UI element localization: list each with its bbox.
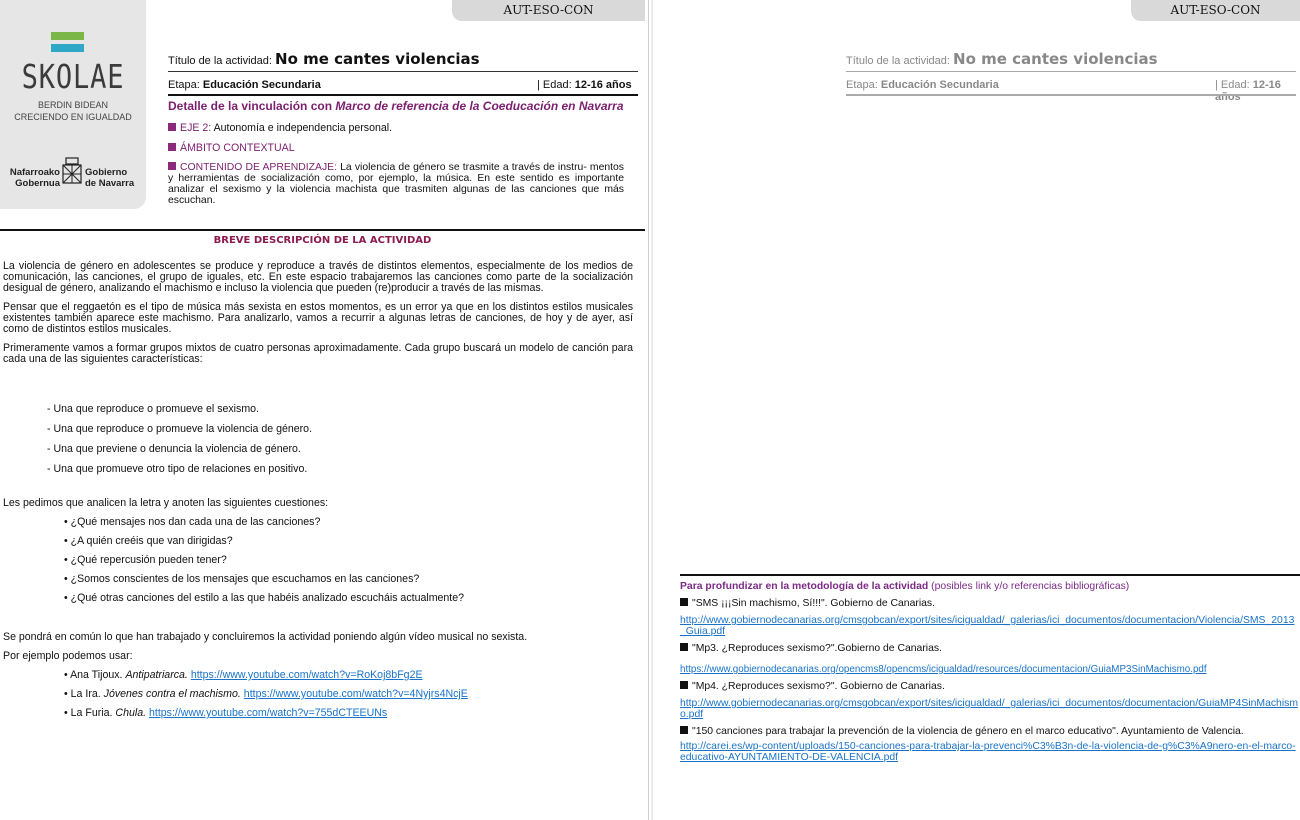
section-title: BREVE DESCRIPCIÓN DE LA ACTIVIDAD xyxy=(213,235,432,246)
eje-label: EJE 2: xyxy=(180,122,212,134)
list-item xyxy=(64,670,634,681)
age-label: | Edad: xyxy=(537,79,572,91)
video-link[interactable]: https://www.youtube.com/watch?v=755dCTEEUNs xyxy=(149,707,388,719)
refs-title: Para profundizar en la metodología de la actividad xyxy=(680,581,929,592)
list-item xyxy=(64,708,634,719)
reference-item xyxy=(680,681,1298,720)
page-divider-shadow xyxy=(651,0,653,820)
reference-link[interactable]: https://www.gobiernodecanarias.org/opencms8/opencms/icigualdad/resources/documentacion/GuiaMP3SinMachismo.pdf xyxy=(680,664,1207,675)
stage-label: Etapa: xyxy=(168,79,200,91)
stage-row xyxy=(846,79,999,91)
video-artist: • La Furia. xyxy=(64,707,113,719)
ambito-label: ÁMBITO CONTEXTUAL xyxy=(180,142,295,154)
list-item: • ¿A quién creéis que van dirigidas? xyxy=(64,535,233,547)
framework-link-heading xyxy=(168,99,624,113)
navarra-shield-icon xyxy=(60,157,84,187)
reference-title: "150 canciones para trabajar la prevención de la violencia de género en el marco educativo". Ayuntamiento de Valencia. xyxy=(692,726,1244,737)
activity-title: No me cantes violencias xyxy=(275,50,480,68)
activity-title-row xyxy=(168,50,480,68)
activity-title: No me cantes violencias xyxy=(953,50,1158,68)
paragraph: Se pondrá en común lo que han trabajado y concluiremos la actividad poniendo algún vídeo musical no sexista. xyxy=(3,631,528,643)
paragraph: Pensar que el reggaetón es el tipo de música más sexista en estos momentos, es un error ya que en los distintos estilos musicales existentes también aparece este machismo. Para analizarlo, vamos a recurrir a algunas letras de canciones, de hoy y de ayer, así como de distintos estilos musicales. xyxy=(3,301,633,335)
list-item: • ¿Qué repercusión pueden tener? xyxy=(64,554,227,566)
logo-subtitle-1: BERDIN BIDEAN xyxy=(37,100,108,110)
list-item: • ¿Qué otras canciones del estilo a las que habéis analizado escucháis actualmente? xyxy=(64,592,465,604)
bullet-square-icon xyxy=(168,162,176,170)
characteristics-list xyxy=(47,404,607,484)
framework-name: Marco de referencia de la Coeducación en Navarra xyxy=(335,99,624,113)
references-heading xyxy=(680,581,1298,592)
logo-green-bar xyxy=(51,32,84,40)
reference-link[interactable]: http://carei.es/wp-content/uploads/150-canciones-para-trabajar-la-prevenci%C3%B3n-de-la-violencia-de-g%C3%A9nero-en-el-marco-educativo-AYUNTAMIENTO-DE-VALENCIA.pdf xyxy=(680,741,1296,763)
bullet-square-icon xyxy=(680,643,688,651)
age-label: | Edad: xyxy=(1215,79,1250,91)
reference-title: "Mp4. ¿Reproduces sexismo?". Gobierno de Canarias. xyxy=(692,681,945,692)
paragraph: Primeramente vamos a formar grupos mixtos de cuatro personas aproximadamente. Cada grupo buscará un modelo de canción para cada una de las siguientes características: xyxy=(3,342,633,365)
video-song: Antipatriarca. xyxy=(125,669,188,681)
title-label: Título de la actividad: xyxy=(846,55,950,67)
eje-row xyxy=(168,122,392,134)
video-artist: • Ana Tijoux. xyxy=(64,669,123,681)
list-item: - Una que reproduce o promueve el sexismo. xyxy=(47,403,259,415)
stage-value: Educación Secundaria xyxy=(880,79,999,91)
refs-rule xyxy=(680,574,1300,576)
list-item: - Una que reproduce o promueve la violencia de género. xyxy=(47,423,313,435)
reference-title: "SMS ¡¡¡Sin machismo, Sí!!!". Gobierno de Canarias. xyxy=(692,598,935,609)
section-rule xyxy=(0,229,645,231)
bullet-square-icon xyxy=(168,143,176,151)
title-rule xyxy=(846,71,1296,72)
reference-title: "Mp3. ¿Reproduces sexismo?".Gobierno de Canarias. xyxy=(692,643,942,654)
bullet-square-icon xyxy=(680,681,688,689)
ambito-row xyxy=(168,142,295,154)
video-song: Jóvenes contra el machismo. xyxy=(103,688,241,700)
video-link[interactable]: https://www.youtube.com/watch?v=4Nyjrs4NcjE xyxy=(243,688,468,700)
stage-rule xyxy=(168,94,638,96)
bullet-square-icon xyxy=(168,123,176,131)
reference-item xyxy=(680,643,1298,675)
age-value: 12-16 años xyxy=(574,79,632,91)
bullet-square-icon xyxy=(680,726,688,734)
activity-title-row xyxy=(846,50,1158,68)
reference-item xyxy=(680,598,1298,637)
refs-subtitle: (posibles link y/o referencias bibliográficas) xyxy=(931,581,1130,592)
list-item: • ¿Qué mensajes nos dan cada una de las canciones? xyxy=(64,516,321,528)
age-row xyxy=(537,79,632,91)
logo-wordmark: SKOLAE xyxy=(21,57,125,96)
activity-code-tab: AUT-ESO-CON xyxy=(1131,0,1300,21)
description-body xyxy=(3,261,633,375)
list-item: - Una que promueve otro tipo de relaciones en positivo. xyxy=(47,463,308,475)
logo-subtitle-2: CRECIENDO EN IGUALDAD xyxy=(14,112,132,122)
questions-list xyxy=(64,517,624,612)
skolae-logo xyxy=(0,0,146,209)
stage-value: Educación Secundaria xyxy=(202,79,321,91)
framework-prefix: Detalle de la vinculación con xyxy=(168,99,333,113)
age-value: 12-16 años xyxy=(1215,79,1281,103)
contenido-text: La violencia de género se trasmite a través de instru- mentos y herramientas de socialización como, por ejemplo, la música. En este sentido es importante analizar el sexismo y la violencia machista que trasmiten algunas de las canciones que más escuchan. xyxy=(168,162,624,206)
reference-link[interactable]: http://www.gobiernodecanarias.org/cmsgobcan/export/sites/icigualdad/_galerias/ici_documentos/documentacion/Violencia/SMS_2013_Guia.pdf xyxy=(680,615,1295,637)
bullet-square-icon xyxy=(680,598,688,606)
paragraph: Por ejemplo podemos usar: xyxy=(3,650,133,662)
stage-rule xyxy=(846,94,1296,96)
list-item: - Una que previene o denuncia la violencia de género. xyxy=(47,443,301,455)
gov-right-label: Gobierno de Navarra xyxy=(85,167,135,189)
right-page xyxy=(676,0,1300,820)
stage-label: Etapa: xyxy=(846,79,878,91)
government-logo xyxy=(0,157,146,187)
video-link[interactable]: https://www.youtube.com/watch?v=RoKoj8bFg2E xyxy=(190,669,423,681)
list-item: • ¿Somos conscientes de los mensajes que escuchamos en las canciones? xyxy=(64,573,420,585)
title-rule xyxy=(168,71,638,72)
video-artist: • La Ira. xyxy=(64,688,101,700)
reference-item xyxy=(680,726,1298,763)
video-song: Chula. xyxy=(115,707,147,719)
contenido-label: CONTENIDO DE APRENDIZAJE: xyxy=(180,162,337,173)
list-item xyxy=(64,689,634,700)
paragraph: La violencia de género en adolescentes se produce y reproduce a través de distintos elementos, especialmente de los medios de comunicación, las canciones, el grupo de iguales, etc. En este espacio trabajaremos las canciones como parte de la socialización desigual de género, analizando el machismo e incluso la violencia que pueden (re)producir a través de las mismas. xyxy=(3,260,633,294)
eje-text: Autonomía e independencia personal. xyxy=(213,122,393,134)
page-divider xyxy=(648,0,649,820)
reference-link[interactable]: http://www.gobiernodecanarias.org/cmsgobcan/export/sites/icigualdad/_galerias/ici_documentos/documentacion/GuiaMP4SinMachismo.pdf xyxy=(680,698,1298,720)
title-label: Título de la actividad: xyxy=(168,55,272,67)
age-row xyxy=(1215,79,1300,103)
left-page xyxy=(0,0,645,820)
paragraph: Les pedimos que analicen la letra y anoten las siguientes cuestiones: xyxy=(3,497,329,509)
references-section xyxy=(680,581,1298,769)
stage-row xyxy=(168,79,321,91)
logo-blue-bar xyxy=(51,44,84,52)
activity-code-tab: AUT-ESO-CON xyxy=(452,0,645,21)
contenido-row xyxy=(168,162,624,206)
video-list xyxy=(64,670,634,727)
gov-left-label: Nafarroako Gobernua xyxy=(9,167,60,189)
